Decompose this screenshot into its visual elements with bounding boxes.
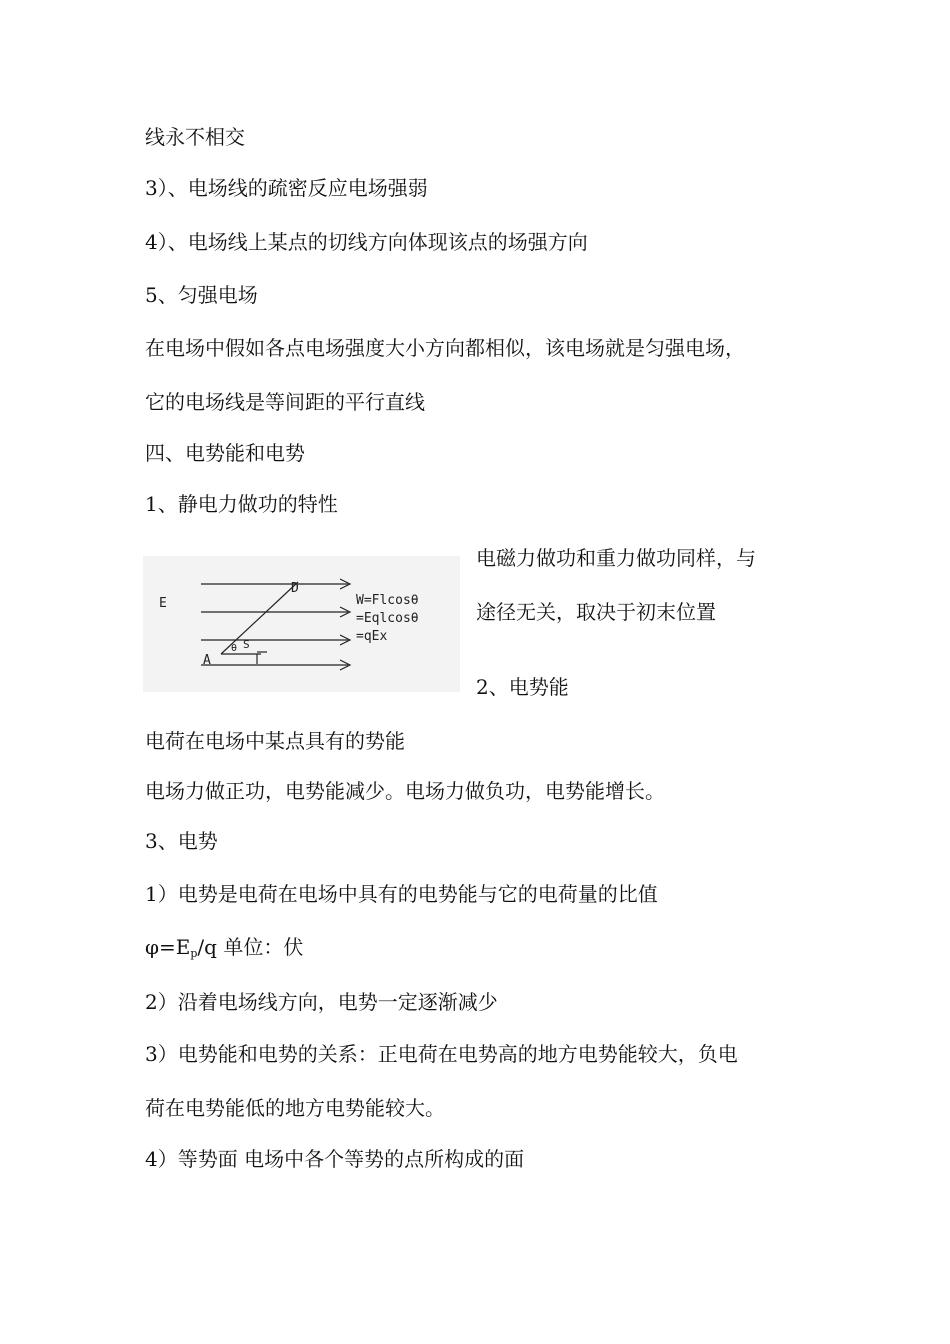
text-line: 线永不相交 [145,125,245,149]
formula-part: φ=E [145,935,191,959]
text-line: 1）电势是电荷在电场中具有的电势能与它的电荷量的比值 [145,882,658,906]
angle-label: θ [231,643,238,654]
text-line: 途径无关，取决于初末位置 [476,600,716,624]
text-line: 在电场中假如各点电场强度大小方向都相似，该电场就是匀强电场， [145,336,745,360]
point-d-label: D [291,581,299,596]
text-line: 电磁力做功和重力做功同样，与 [476,546,756,570]
point-a-label: A [203,653,211,668]
section-heading: 3、电势 [145,829,218,853]
text-line: 荷在电势能低的地方电势能较大。 [145,1096,445,1120]
text-line: 它的电场线是等间距的平行直线 [145,390,425,414]
formula-line: =Eqlcosθ [356,611,419,626]
text-line: 4）、电场线上某点的切线方向体现该点的场强方向 [145,230,588,254]
section-heading: 5、匀强电场 [145,283,258,307]
chapter-heading: 四、电势能和电势 [145,441,305,465]
field-label: E [159,596,167,611]
text-line: 电荷在电场中某点具有的势能 [145,729,405,753]
text-line: 3）、电场线的疏密反应电场强弱 [145,176,428,200]
text-line: 3）电势能和电势的关系：正电荷在电势高的地方电势能较大，负电 [145,1042,738,1066]
formula-part: /q 单位：伏 [197,935,304,959]
section-heading: 1、静电力做功的特性 [145,492,338,516]
text-line: 电场力做正功，电势能减少。电场力做负功，电势能增长。 [145,779,665,803]
text-line: 2）沿着电场线方向，电势一定逐渐减少 [145,990,498,1014]
electric-field-work-diagram [143,556,460,692]
section-heading: 2、电势能 [476,675,569,699]
displacement-label: S [243,638,250,651]
formula-text [145,935,303,966]
formula-line: =qEx [356,629,388,644]
formula-subscript: p [190,947,198,960]
formula-line: W=Flcosθ [356,593,419,608]
text-line: 4）等势面 电场中各个等势的点所构成的面 [145,1147,525,1171]
